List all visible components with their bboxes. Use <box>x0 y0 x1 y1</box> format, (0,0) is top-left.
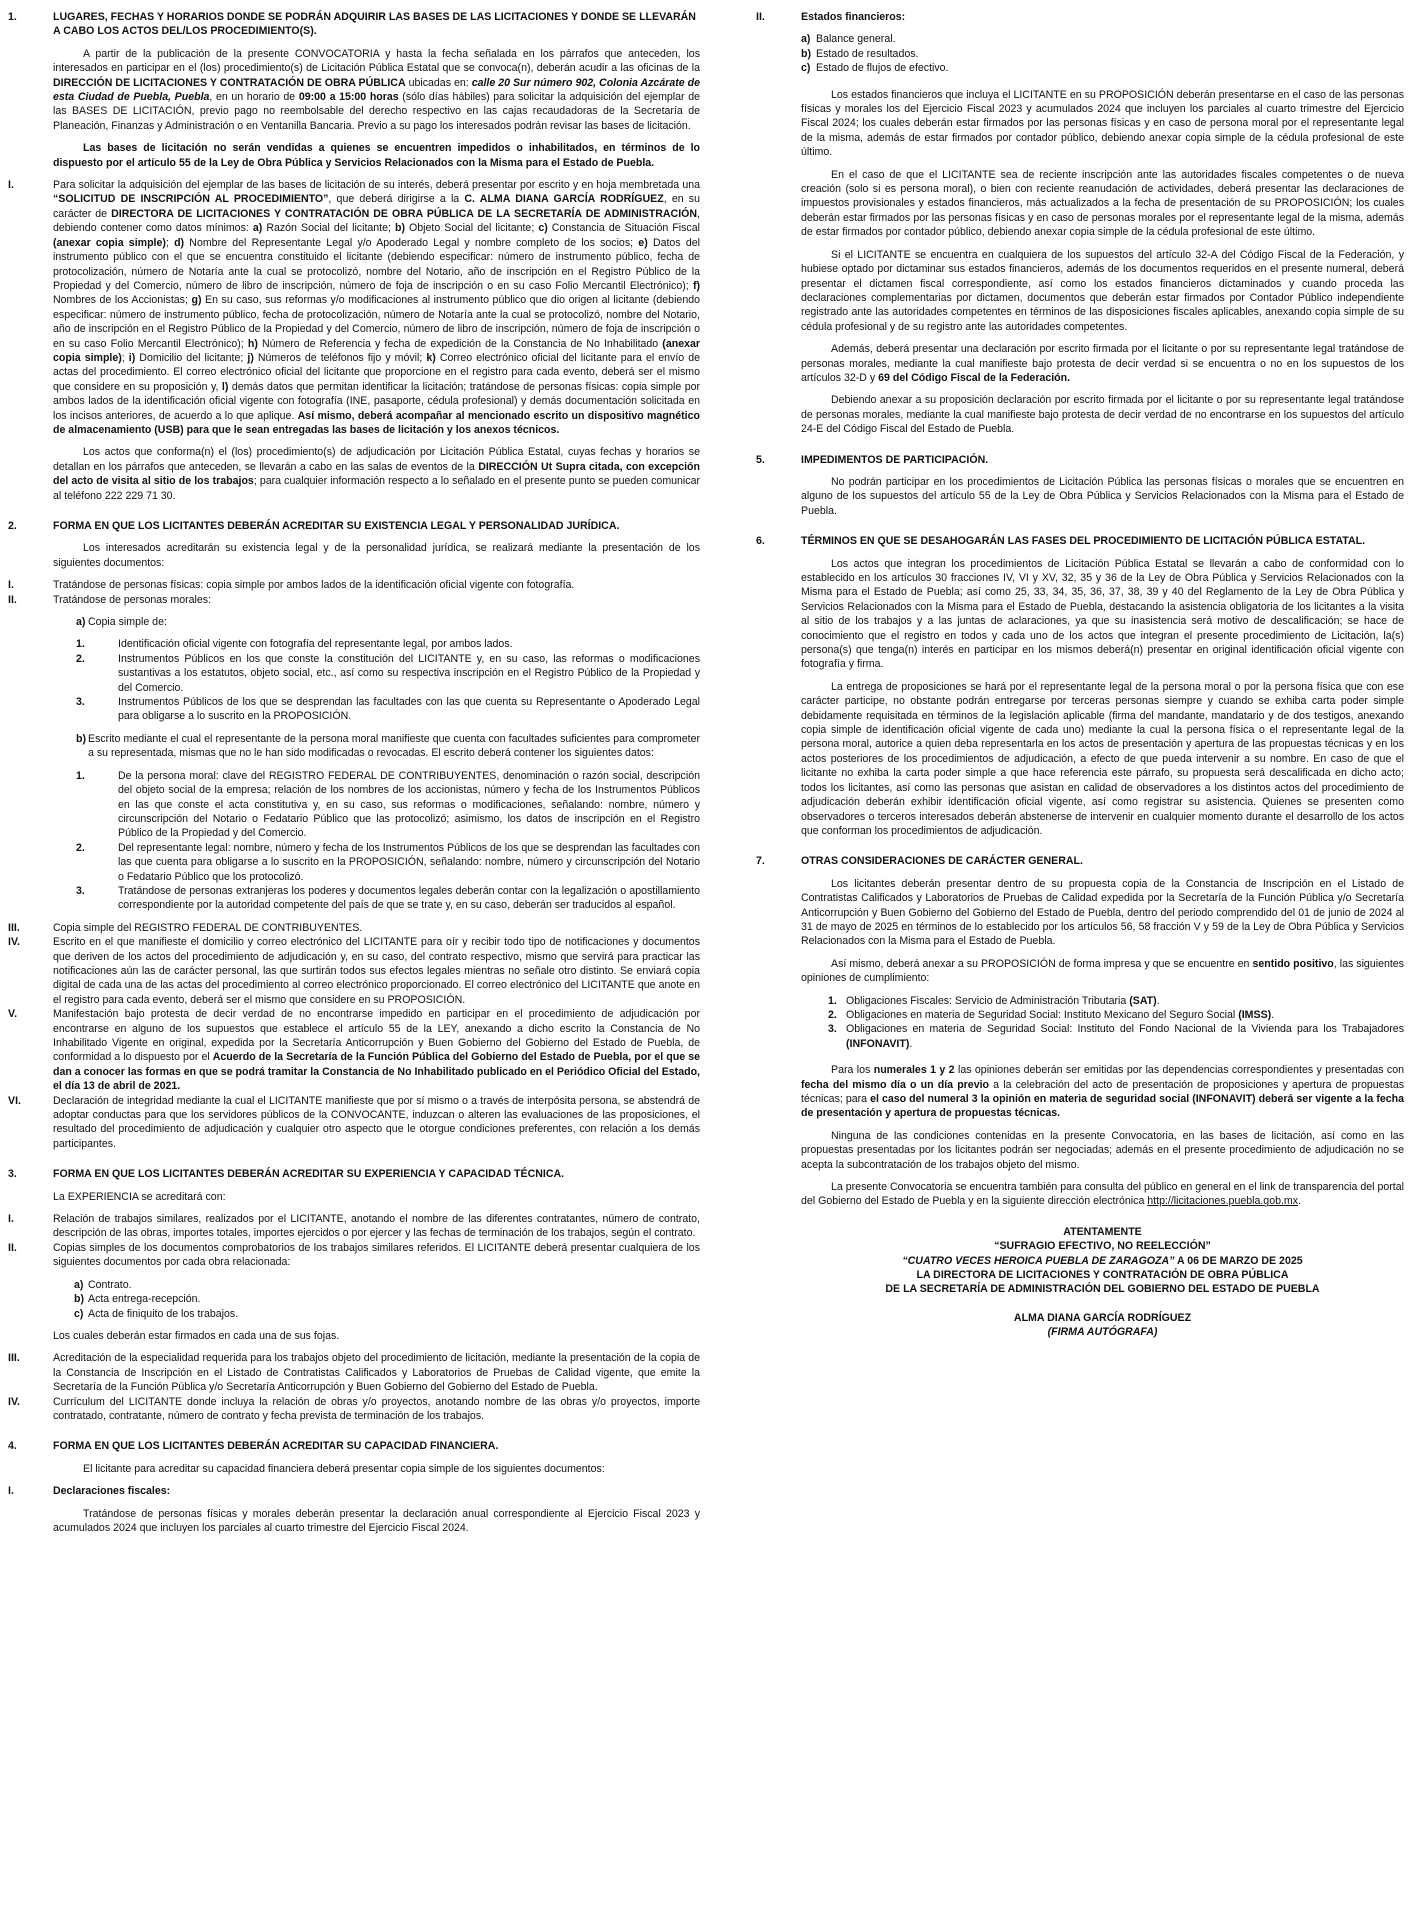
list-item: I. Para solicitar la adquisición del ejemplar de las bases de licitación de su interés, deberá presentar por escrito y en hoja membretada una “SOLICITUD DE INSCRIPCIÓN AL PROCEDIMIENTO”, que deberá dirigirse a la C. ALMA DIANA GARCÍA RODRÍGUEZ, en su carácter de DIRECTORA DE LICITACIONES Y CONTRATACIÓN DE OBRA PÚBLICA DE LA SECRETARÍA DE ADMINISTRACIÓN, debiendo contener como datos mínimos: a) Razón Social del licitante; b) Objeto Social del licitante; c) Constancia de Situación Fiscal (anexar copia simple); d) Nombre del Representante Legal y/o Apoderado Legal y nombre completo de los socios; e) Datos del instrumento público con el que se encuentra constituido el licitante (debiendo especificar: número de instrumento público, fecha de protocolización, número de Notaría ante la cual se protocolizó, nombre del Notario, año de inscripción en el Registro Público de la Propiedad y del Comercio, número de libro de inscripción, número de foja de inscripción o en su caso Folio Mercantil Electrónico); f) Nombres de los Accionistas; g) En su caso, sus reformas y/o modificaciones al instrumento público que dio origen al licitante (debiendo especificar: número de instrumento público, fecha de protocolización, número de Notaría ante la cual se protocolizó, nombre del Notario, año de inscripción en el Registro Público de la Propiedad y del Comercio, número de libro de inscripción, número de foja de inscripción o en su caso Folio Mercantil Electrónico); h) Número de Referencia y fecha de expedición de la Constancia de No Inhabilitado (anexar copia simple); i) Domicilio del licitante; j) Números de teléfonos fijo y móvil; k) Correo electrónico oficial del licitante para el envío de actas del procedimiento. El correo electrónico oficial del licitante que proporcione en el registro para cada evento, deberá ser el mismo que considere en su proposición y, l) demás datos que permitan identificar la licitación; tratándose de personas físicas: copia simple por ambos lados de la identificación oficial vigente con fotografía (INE, pasaporte, cédula profesional) y demás documentación solicitada en los incisos anteriores, de acuerdo a lo que aplique. Así mismo, deberá acompañar al mencionado escrito un dispositivo magnético de almacenamiento (USB) para que le sean entregadas las bases de licitación y los anexos técnicos. <box>8 179 701 436</box>
paragraph: La EXPERIENCIA se acreditará con: <box>53 1190 226 1203</box>
paragraph: Tratándose de personas físicas y morales deberán presentar la declaración anual correspondiente al Ejercicio Fiscal 2023 y acumulados 2024 que incluyen los parciales al cuarto trimestre del Ejercicio Fiscal 2024. <box>53 1507 700 1534</box>
section-7-heading <box>756 854 1404 868</box>
list-item: 3. Instrumentos Públicos de los que se desprendan las facultades con las que cuenta su Representante o Apoderado Legal para obligarse a lo suscrito en la PROPOSICIÓN. <box>76 696 700 723</box>
section-5 <box>756 453 1404 519</box>
section-3-heading <box>8 1167 700 1181</box>
section-5-heading <box>756 453 1404 467</box>
section-title: FORMA EN QUE LOS LICITANTES DEBERÁN ACREDITAR SU EXISTENCIA LEGAL Y PERSONALIDAD JURÍDICA. <box>53 520 620 532</box>
paragraph: A partir de la publicación de la presente CONVOCATORIA y hasta la fecha señalada en los párrafos que anteceden, los interesados en participar en el (los) procedimiento(s) de Licitación Pública Estatal que se convoca(n), deberán acudir a las oficinas de la DIRECCIÓN DE LICITACIONES Y CONTRATACIÓN DE OBRA PÚBLICA ubicadas en: calle 20 Sur número 902, Colonia Azcárate de esta Ciudad de Puebla, Puebla, en un horario de 09:00 a 15:00 horas (sólo días hábiles) para solicitar la adquisición del ejemplar de las BASES DE LICITACIÓN, previo pago no reembolsable del derecho respectivo en las cajas recaudadoras de la Secretaría de Planeación, Finanzas y Administración o en Ventanilla Bancaria. Previo a su pago los interesados podrán revisar las bases de licitación. <box>53 47 700 132</box>
section-title: TÉRMINOS EN QUE SE DESAHOGARÁN LAS FASES DEL PROCEDIMIENTO DE LICITACIÓN PÚBLICA ESTATAL. <box>801 535 1366 548</box>
section-number: 5. <box>756 453 765 466</box>
section-2-heading <box>8 519 700 533</box>
paragraph: Debiendo anexar a su proposición declaración por escrito firmada por el licitante o por su representante legal tratándose de personas morales, mediante la cual manifieste bajo protesta de decir verdad de no encontrarse en los supuestos del artículo 24-E del Código Fiscal del Estado de Puebla. <box>801 394 1404 436</box>
list-item: b) Estado de resultados. <box>801 47 919 60</box>
paragraph: Los estados financieros que incluya el LICITANTE en su PROPOSICIÓN deberán presentarse en el caso de las personas físicas y morales los del Ejercicio Fiscal 2023 y acumulados 2024 que incluyen los parciales al cuarto trimestre del Ejercicio Fiscal 2024; los cuales deberán estar firmados por las personas físicas y en caso de persona moral por el representante legal de la misma, además de estar firmados por contador público, debiendo anexar copia simple de la cédula profesional de este último. <box>801 88 1404 159</box>
list-item: I. Relación de trabajos similares, realizados por el LICITANTE, anotando el nombre de las diferentes contratantes, número de contrato, descripción de las obras, importes totales, importes ejercidos o por ejercer y las fechas de terminación de los trabajos, según el contrato. <box>8 1213 700 1240</box>
list-item: b) Escrito mediante el cual el representante de la persona moral manifieste que cuenta con facultades suficientes para comprometer a su representada, mismas que no le han sido modificadas o revocadas. El escrito deberá contener los siguientes datos: <box>76 732 700 760</box>
list-item: II. Tratándose de personas morales: <box>8 593 212 606</box>
section-number: 4. <box>8 1440 17 1453</box>
section-number: 2. <box>8 520 17 532</box>
paragraph: Además, deberá presentar una declaración por escrito firmada por el licitante o por su representante legal tratándose de personas morales, mediante la cual manifieste bajo protesta de decir verdad si se encuentra o no en los supuestos de los artículos 32-D y 69 del Código Fiscal de la Federación. <box>801 343 1404 384</box>
section-title: LUGARES, FECHAS Y HORARIOS DONDE SE PODRÁN ADQUIRIR LAS BASES DE LAS LICITACIONES Y DONDE SE LLEVARÁN A CABO LOS ACTOS DEL/LOS PROCEDIMIENTO(S). <box>53 11 696 38</box>
section-number: 6. <box>756 535 765 548</box>
list-item: a) Balance general. <box>801 33 896 46</box>
list-item: II. Estados financieros: <box>756 11 906 23</box>
section-2 <box>8 519 700 1151</box>
list-item: 1. De la persona moral: clave del REGISTRO FEDERAL DE CONTRIBUYENTES, denominación o razón social, descripción del objeto social de la empresa; relación de los nombres de los accionistas, número y fecha de los Instrumentos Públicos en las que conste el acta constitutiva y, en su caso, sus reformas o modificaciones, señalando: nombre, número y circunscripción del Notario o Fedatario Público que las protocolizó; asimismo, los datos de inscripción en el Registro Público de la Propiedad y del Comercio. <box>76 769 700 840</box>
list-item: III. Copia simple del REGISTRO FEDERAL DE CONTRIBUYENTES. <box>8 921 363 934</box>
list-item: III. Acreditación de la especialidad requerida para los trabajos objeto del procedimiento de licitación, mediante la presentación de la copia de la Constancia de Inscripción en el Listado de Contratistas Calificados y Laboratorios de Pruebas de Calidad vigente, que emite la Secretaría de la Función Pública y/o Secretaría Anticorrupción y Buen Gobierno del Gobierno del Estado de Puebla. <box>8 1352 700 1394</box>
signatory-name: ALMA DIANA GARCÍA RODRÍGUEZ <box>1013 1311 1192 1324</box>
section-6 <box>756 534 1404 838</box>
section-title: FORMA EN QUE LOS LICITANTES DEBERÁN ACREDITAR SU CAPACIDAD FINANCIERA. <box>53 1440 499 1453</box>
section-3 <box>8 1167 700 1423</box>
list-item: 2. Instrumentos Públicos en los que conste la constitución del LICITANTE y, en su caso, las reformas o modificaciones sustantivas a los estatutos, objeto social, etc., así como su respectiva inscripción en el Registro Público de la Propiedad y del Comercio. <box>76 652 700 694</box>
signature-line: LA DIRECTORA DE LICITACIONES Y CONTRATACIÓN DE OBRA PÚBLICA <box>916 1269 1289 1282</box>
list-item: 3. Tratándose de personas extranjeras los poderes y documentos legales deberán contar con la legalización o apostillamiento correspondiente por la autoridad competente del país de que se trate y, en su caso, deberán ser traducidos al español. <box>76 884 700 912</box>
list-item: b) Acta entrega-recepción. <box>74 1293 201 1306</box>
paragraph: Ninguna de las condiciones contenidas en la presente Convocatoria, en las bases de licitación, así como en las propuestas presentadas por los licitantes podrán ser negociadas; además en el presente procedimiento de adjudicación no se acepta la subcontratación de los trabajos objeto del mismo. <box>801 1129 1404 1171</box>
paragraph: Los actos que conforma(n) el (los) procedimiento(s) de adjudicación por Licitación Pública Estatal, cuyas fechas y horarios se detallan en los párrafos que anteceden, se llevarán a cabo en las salas de eventos de la DIRECCIÓN Ut Supra citada, con excepción del acto de visita al sitio de los trabajos; para cualquier información respecto a lo señalado en el presente punto se pueden comunicar al teléfono 222 229 71 30. <box>53 446 701 502</box>
paragraph: Las bases de licitación no serán vendidas a quienes se encuentren impedidos o inhabilitados, en términos de lo dispuesto por el artículo 55 de la Ley de Obra Pública y Servicios Relacionados con la Misma para el Estado de Puebla. <box>53 142 700 169</box>
list-item: 3. Obligaciones en materia de Seguridad Social: Instituto del Fondo Nacional de la Vivienda para los Trabajadores (INFONAVIT). <box>828 1023 1404 1050</box>
section-6-heading <box>756 534 1404 548</box>
paragraph: Así mismo, deberá anexar a su PROPOSICIÓN de forma impresa y que se encuentre en sentido positivo, las siguientes opiniones de cumplimiento: <box>801 957 1404 985</box>
list-item: 1. Identificación oficial vigente con fotografía del representante legal, por ambos lados. <box>76 638 513 651</box>
list-item: I. Declaraciones fiscales: <box>8 1485 171 1498</box>
paragraph: La entrega de proposiciones se hará por el representante legal de la persona moral o por la persona física que con ese carácter participe, no obstante podrán entregarse por terceras personas siempre y cuando se exhiba carta poder simple debidamente requisitada en términos de la legislación aplicable (firma del mandante, mandatario y de dos testigos, anexando copia simple de identificación oficial vigente de cada uno) mediante la cual la persona física o el representante legal de la persona moral, autorice a quien deba representarla en los actos de presentación y apertura de las propuestas técnicas y en los actos posteriores de los procedimientos de adjudicación, a efecto de que pueda intervenir a su nombre. En caso de que el licitante no exhiba la carta poder simple a que hace referencia este párrafo, su propuesta será descalificada en dicho acto; todos los licitantes, así como las personas que asistan en calidad de observadores a los distintos actos del procedimiento de adjudicación deberán exhibir identificación oficial vigente, así como registrar su asistencia. Quienes se presenten como observadores o terceros interesados deberán abstenerse de intervenir en cualquier momento durante el desarrollo de los actos que conforman los procedimientos de adjudicación. <box>801 680 1404 837</box>
list-item: 2. Del representante legal: nombre, número y fecha de los Instrumentos Públicos de los que se desprendan las facultades con las que cuenta para obligarse a lo suscrito en la PROPOSICIÓN, señalando: nombre, número y circunscripción del Notario o Fedatario Público que los protocolizó. <box>76 841 700 883</box>
list-item: 1. Obligaciones Fiscales: Servicio de Administración Tributaria (SAT). <box>828 994 1160 1007</box>
paragraph: El licitante para acreditar su capacidad financiera deberá presentar copia simple de los siguientes documentos: <box>83 1462 605 1475</box>
paragraph: No podrán participar en los procedimientos de Licitación Pública las personas físicas o morales que se encuentren en alguno de los supuestos del artículo 55 de la Ley de Obra Pública y Servicios Relacionados con la Misma para el Estado de Puebla. <box>801 475 1404 517</box>
paragraph: Los interesados acreditarán su existencia legal y de la personalidad jurídica, se realizará mediante la presentación de los siguientes documentos: <box>53 542 700 569</box>
section-title: FORMA EN QUE LOS LICITANTES DEBERÁN ACREDITAR SU EXPERIENCIA Y CAPACIDAD TÉCNICA. <box>53 1168 565 1181</box>
list-item: c) Acta de finiquito de los trabajos. <box>74 1307 239 1320</box>
section-4 <box>8 1439 700 1535</box>
section-number: 3. <box>8 1168 17 1181</box>
paragraph: En el caso de que el LICITANTE sea de reciente inscripción ante las autoridades fiscales competentes o de nueva creación (solo si es persona moral), o bien con reciente reanudación de actividades, deberá presentar las declaraciones de impuestos provisionales y estados financieros, más actualizados a la fecha de presentación de su PROPOSICIÓN; los cuales deberán estar firmados por las personas físicas y en caso de personas morales por el representante legal de la misma, además de estar firmados por contador público, debiendo anexar copia simple de la cédula profesional de este último. <box>801 168 1404 239</box>
paragraph: La presente Convocatoria se encuentra también para consulta del público en general en el link de transparencia del portal del Gobierno del Estado de Puebla y en la siguiente dirección electrónica http://licitaciones.puebla.gob.mx. <box>801 1181 1404 1208</box>
list-item: IV. Currículum del LICITANTE donde incluya la relación de obras y/o proyectos, anotando nombre de las obras y/o proyectos, importe contratado, contratante, número de contrato y fecha prevista de terminación de los trabajos. <box>8 1395 700 1422</box>
list-item: c) Estado de flujos de efectivo. <box>801 62 949 75</box>
signature-line: ATENTAMENTE <box>1063 1225 1142 1238</box>
list-item: VI. Declaración de integridad mediante la cual el LICITANTE manifieste que por sí mismo o a través de interpósita persona, se abstendrá de adoptar conductas para que los servidores públicos de la CONVOCANTE, induzcan o alteren las evaluaciones de las proposiciones, el resultado del procedimiento de adjudicación y cualquier otro aspecto que le otorgue condiciones preferentes, con relación a los demás participantes. <box>8 1094 700 1150</box>
transparency-link[interactable]: http://licitaciones.puebla.gob.mx <box>1147 1195 1299 1208</box>
list-item: I. Tratándose de personas físicas: copia simple por ambos lados de la identificación oficial vigente con fotografía. <box>8 579 575 592</box>
signature-block <box>756 1225 1404 1340</box>
section-title: IMPEDIMENTOS DE PARTICIPACIÓN. <box>801 453 989 466</box>
list-item: a) Copia simple de: <box>76 616 167 629</box>
signature-note: (FIRMA AUTÓGRAFA) <box>1047 1326 1158 1339</box>
section-1-heading <box>8 10 700 39</box>
section-4-heading <box>8 1439 700 1453</box>
right-column <box>756 10 1404 1340</box>
paragraph: Los actos que integran los procedimientos de Licitación Pública Estatal se llevarán a cabo de conformidad con lo establecido en los artículos 30 fracciones IV, VI y XV, 32, 35 y 36 de la Ley de Obra Pública y Servicios Relacionados con la Misma para el Estado de Puebla; así como 25, 33, 34, 35, 36, 37, 38, 39 y 40 del Reglamento de la Ley de Obra Pública y Servicios Relacionados con la Misma para el Estado de Puebla, destacando la asistencia obligatoria de los licitantes a la visita al sitio de los trabajos y a las juntas de aclaraciones, ya que su inasistencia será motivo de descalificación; se hace de conocimiento que el registro en todos y cada uno de los actos que integran el presente procedimiento de Licitación, la(s) persona(s) que tenga(n) interés en participar en los mismos deberá(n) presentar en original identificación oficial vigente con fotografía y firma. <box>801 557 1404 671</box>
section-number: 1. <box>8 11 17 23</box>
section-title: OTRAS CONSIDERACIONES DE CARÁCTER GENERAL. <box>801 855 1083 868</box>
section-number: 7. <box>756 855 765 868</box>
section-1 <box>8 10 700 503</box>
left-column <box>8 10 700 1543</box>
list-item: IV. Escrito en el que manifieste el domicilio y correo electrónico del LICITANTE para oír y recibir todo tipo de notificaciones y documentos que deriven de los actos del procedimiento de adjudicación y, en su caso, del contrato respectivo, mismo que servirá para practicar las notificaciones aún las de carácter personal, las que surtirán todos sus efectos legales mientras no señale otro distinto. Se enviará copia digital de cada una de las actas del procedimiento al correo electrónico proporcionado. El correo electrónico del LICITANTE que anote en el registro para cada evento, deberá ser el mismo que considere en su PROPOSICIÓN. <box>8 936 700 1006</box>
signature-line: “SUFRAGIO EFECTIVO, NO REELECCIÓN” <box>994 1240 1211 1253</box>
list-item: 2. Obligaciones en materia de Seguridad Social: Instituto Mexicano del Seguro Social (IMSS). <box>828 1008 1275 1021</box>
signature-line: DE LA SECRETARÍA DE ADMINISTRACIÓN DEL GOBIERNO DEL ESTADO DE PUEBLA <box>885 1283 1320 1296</box>
list-item: V. Manifestación bajo protesta de decir verdad de no encontrarse impedido en participar en el procedimiento de adjudicación por encontrarse en alguno de los supuestos que establece el artículo 55 de la LEY, anexando a dicho escrito la Constancia de No Inhabilitado Vigente en original, expedida por la Secretaría Anticorrupción y Buen Gobierno del Gobierno del Estado de Puebla, de conformidad a lo dispuesto por el Acuerdo de la Secretaría de la Función Pública del Gobierno del Estado de Puebla, por el que se dan a conocer las formas en que se podrá tramitar la Constancia de No Inhabilitado publicado en el Periódico Oficial del Estado, el día 13 de abril de 2021. <box>8 1008 700 1093</box>
signature-line: “CUATRO VECES HEROICA PUEBLA DE ZARAGOZA” A 06 DE MARZO DE 2025 <box>902 1254 1303 1267</box>
list-item: II. Copias simples de los documentos comprobatorios de los trabajos similares referidos. El LICITANTE deberá presentar cualquiera de los siguientes documentos por cada obra relacionada: <box>8 1241 700 1269</box>
paragraph: Para los numerales 1 y 2 las opiniones deberán ser emitidas por las dependencias correspondientes y presentadas con fecha del mismo día o un día previo a la celebración del acto de presentación de proposiciones y apertura de propuestas técnicas; para el caso del numeral 3 la opinión en materia de seguridad social (INFONAVIT) deberá ser vigente a la fecha de presentación y apertura de propuestas técnicas. <box>801 1064 1405 1120</box>
list-item: a) Contrato. <box>74 1278 132 1291</box>
paragraph: Los licitantes deberán presentar dentro de su propuesta copia de la Constancia de Inscripción en el Listado de Contratistas Calificados y Laboratorios de Pruebas de Calidad expedida por la Secretaría de la Función Pública y/o Secretaría Anticorrupción y Buen Gobierno del Gobierno del Estado de Puebla, dentro del periodo comprendido del 01 de junio de 2024 al 31 de mayo de 2025 en términos de lo establecido por los artículos 56, 58 fracción V y 59 de la Ley de Obra Pública y Servicios Relacionados con la Misma para el Estado de Puebla. <box>801 877 1404 948</box>
paragraph: Si el LICITANTE se encuentra en cualquiera de los supuestos del artículo 32-A del Código Fiscal de la Federación, y hubiese optado por dictaminar sus estados financieros, además de los documentos requeridos en el presente numeral, deberá presentar el dictamen fiscal correspondiente, así como los estados financieros dictaminados y cuando proceda las declaraciones complementarias por dictamen, documentos que deberán estar firmados por Contador Público independiente registrado ante las autoridades competentes en términos de las disposiciones fiscales aplicables, anexando copia simple de su cédula profesional y de su registro ante las autoridades competentes. <box>801 248 1404 333</box>
section-7 <box>756 854 1404 1209</box>
paragraph: Los cuales deberán estar firmados en cada una de sus fojas. <box>53 1329 340 1342</box>
